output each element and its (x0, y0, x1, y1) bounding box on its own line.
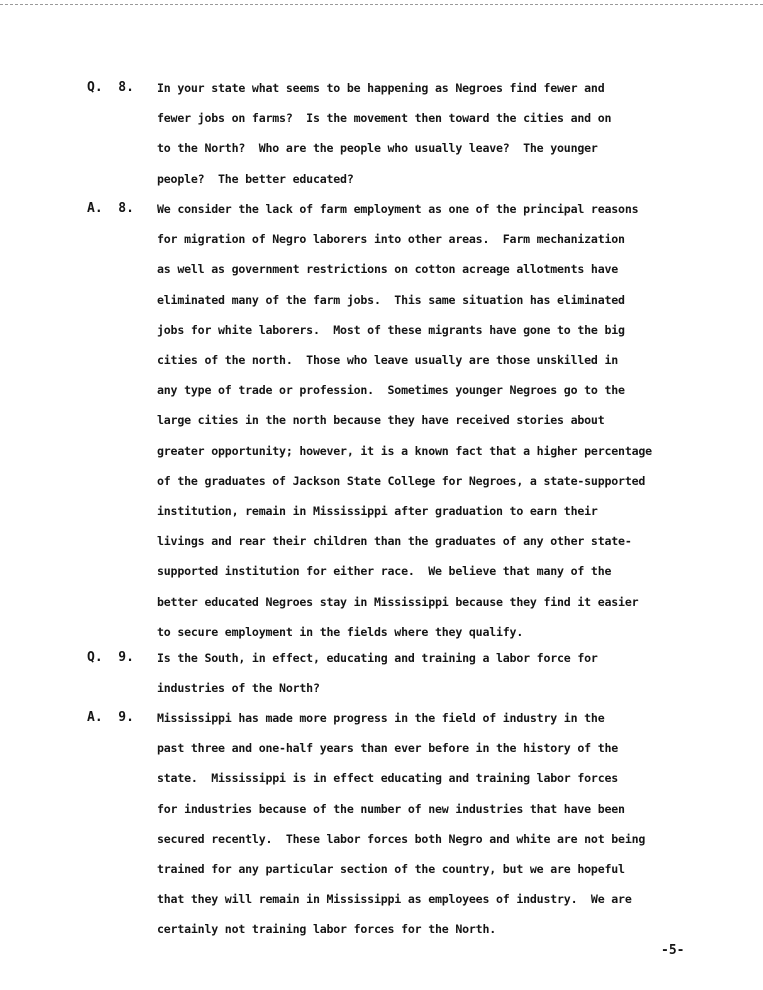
text-line: eliminated many of the farm jobs. This same situation has eliminated (157, 292, 625, 307)
text-line: Is the South, in effect, educating and training a labor force for (157, 651, 598, 665)
text-line: to the North? Who are the people who usually leave? The younger (157, 141, 598, 156)
text-line: secured recently. These labor forces both Negro and white are not being (157, 831, 646, 846)
text-line: large cities in the north because they have received stories about (157, 413, 605, 428)
text-line: any type of trade or profession. Sometimes younger Negroes go to the (157, 383, 625, 398)
item-label: A. 8. (87, 201, 134, 216)
text-line: for migration of Negro laborers into other areas. Farm mechanization (157, 232, 625, 247)
page-top-border (0, 4, 763, 5)
text-line: that they will remain in Mississippi as employees of industry. We are (157, 892, 632, 907)
text-line: to secure employment in the fields where they qualify. (157, 624, 524, 639)
text-line: people? The better educated? (157, 171, 354, 186)
text-line: livings and rear their children than the graduates of any other state- (157, 534, 632, 549)
item-label: A. 9. (87, 710, 134, 725)
text-line: trained for any particular section of the country, but we are hopeful (157, 862, 625, 876)
text-line: state. Mississippi is in effect educating and training labor forces (157, 771, 619, 786)
text-line: Mississippi has made more progress in the field of industry in the (157, 711, 605, 725)
text-line: supported institution for either race. We believe that many of the (157, 564, 612, 579)
text-line: In your state what seems to be happening as Negroes find fewer and (157, 81, 605, 95)
text-line: as well as government restrictions on cotton acreage allotments have (157, 262, 619, 277)
text-line: fewer jobs on farms? Is the movement then toward the cities and on (157, 111, 612, 126)
text-line: greater opportunity; however, it is a known fact that a higher percentage (157, 443, 652, 458)
text-line: of the graduates of Jackson State College for Negroes, a state-supported (157, 473, 646, 488)
text-line: past three and one-half years than ever before in the history of the (157, 741, 619, 756)
text-line: certainly not training labor forces for the North. (157, 922, 497, 937)
item-label: Q. 8. (87, 80, 134, 95)
page-number: -5- (661, 943, 685, 958)
text-line: industries of the North? (157, 681, 320, 696)
text-line: We consider the lack of farm employment as one of the principal reasons (157, 202, 639, 216)
text-line: better educated Negroes stay in Mississippi because they find it easier (157, 594, 639, 609)
text-line: for industries because of the number of new industries that have been (157, 801, 625, 816)
text-line: jobs for white laborers. Most of these migrants have gone to the big (157, 322, 625, 337)
text-line: institution, remain in Mississippi after graduation to earn their (157, 504, 598, 518)
item-label: Q. 9. (87, 650, 134, 665)
text-line: cities of the north. Those who leave usually are those unskilled in (157, 353, 619, 367)
